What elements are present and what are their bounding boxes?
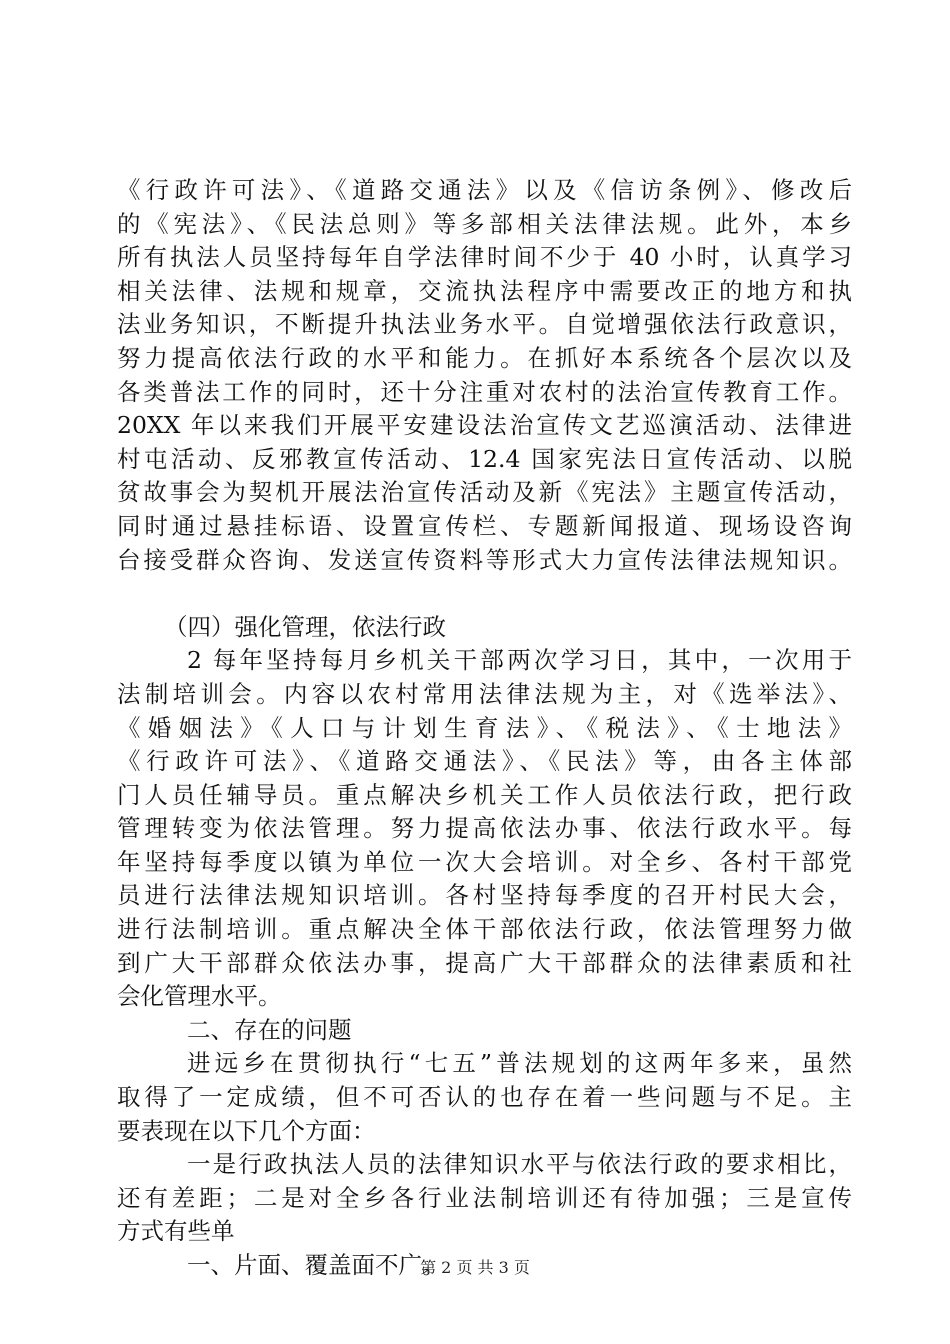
section-4 [117, 611, 852, 1014]
text-line: 法业务知识，不断提升执法业务水平。自觉增强依法行政意识， [117, 310, 852, 339]
text-line: 一是行政执法人员的法律知识水平与依法行政的要求相比， [187, 1150, 852, 1179]
text-line: 《行政许可法》、《道路交通法》以及《信访条例》、修改后 [117, 176, 852, 204]
text-line: 村屯活动、反邪教宣传活动、12.4 国家宪法日宣传活动、以脱 [117, 444, 852, 473]
text-line: 进行法制培训。重点解决全体干部依法行政，依法管理努力做 [117, 915, 852, 944]
text-line: 台接受群众咨询、发送宣传资料等形式大力宣传法律法规知识。 [117, 545, 852, 574]
text-line: 门人员任辅导员。重点解决乡机关工作人员依法行政，把行政 [117, 780, 852, 809]
text-line: 年坚持每季度以镇为单位一次大会培训。对全乡、各村干部党 [117, 847, 852, 876]
text-line: 进远乡在贯彻执行“七五”普法规划的这两年多来，虽然 [187, 1049, 852, 1078]
paragraph-gap [117, 577, 852, 611]
text-line: 《行政许可法》、《道路交通法》、《民法》等，由各主体部 [117, 747, 852, 776]
text-line: 法制培训会。内容以农村常用法律法规为主，对《选举法》、 [117, 679, 852, 708]
page-number: 第 2 页 共 3 页 [420, 1258, 530, 1277]
text-line: 相关法律、法规和规章，交流执法程序中需要改正的地方和执 [117, 276, 852, 305]
text-line: 一、片面、覆盖面不广。 [187, 1251, 446, 1279]
text-line: 2 每年坚持每月乡机关干部两次学习日，其中，一次用于 [187, 646, 852, 675]
text-line: 管理转变为依法管理。努力提高依法办事、依法行政水平。每 [117, 814, 852, 843]
page-footer [0, 1255, 950, 1278]
text-line: 还有差距；二是对全乡各行业法制培训还有待加强；三是宣传 [117, 1183, 852, 1212]
text-line: 的《宪法》、《民法总则》等多部相关法律法规。此外，本乡 [117, 209, 852, 238]
text-line: 努力提高依法行政的水平和能力。在抓好本系统各个层次以及 [117, 343, 852, 372]
text-line: 取得了一定成绩，但不可否认的也存在着一些问题与不足。主 [117, 1083, 852, 1112]
text-line: 到广大干部群众依法办事，提高广大干部群众的法律素质和社 [117, 948, 852, 977]
section-heading: （四）强化管理，依法行政 [164, 612, 446, 641]
text-line: 20XX 年以来我们开展平安建设法治宣传文艺巡演活动、法律进 [117, 411, 852, 440]
text-line: 贫故事会为契机开展法治宣传活动及新《宪法》主题宣传活动， [117, 478, 852, 507]
text-line: 《婚姻法》《人口与计划生育法》、《税法》、《士地法》 [117, 713, 852, 742]
section-heading: 二、存在的问题 [187, 1015, 352, 1044]
text-line: 员进行法律法规知识培训。各村坚持每季度的召开村民大会， [117, 881, 852, 910]
text-line: 各类普法工作的同时，还十分注重对农村的法治宣传教育工作。 [117, 377, 852, 406]
text-line: 方式有些单 [117, 1217, 235, 1246]
text-line: 要表现在以下几个方面： [117, 1116, 376, 1145]
paragraph-1 [117, 174, 852, 577]
section-problems [117, 1014, 852, 1283]
document-body [117, 174, 852, 1283]
text-line: 所有执法人员坚持每年自学法律时间不少于 40 小时，认真学习 [117, 243, 852, 272]
text-line: 同时通过悬挂标语、设置宣传栏、专题新闻报道、现场设咨询 [117, 511, 852, 540]
text-line: 会化管理水平。 [117, 982, 282, 1011]
